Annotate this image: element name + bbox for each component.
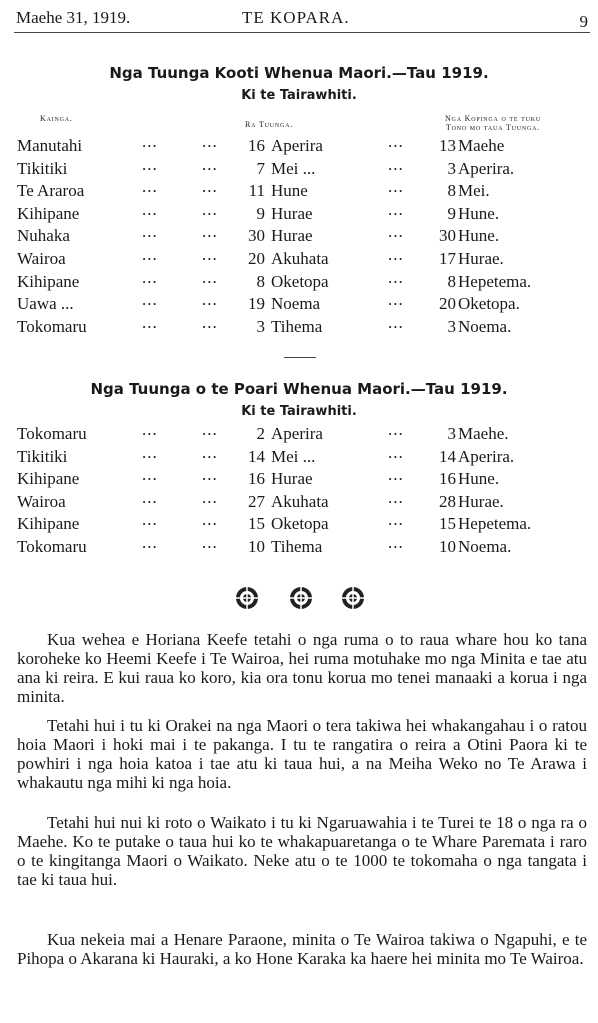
sitting-day: 27 (248, 491, 265, 511)
table-row (0, 420, 598, 446)
leader-dots: ... (388, 222, 404, 242)
closing-month: Hepetema. (458, 514, 532, 534)
closing-day: 20 (439, 294, 456, 314)
sitting-month: Oketopa (271, 514, 329, 534)
leader-dots: ... (202, 420, 218, 439)
sitting-month: Tihema (271, 537, 323, 556)
place-name: Kihipane (17, 514, 80, 534)
closing-day: 16 (439, 469, 456, 489)
closing-month: Maehe (458, 136, 505, 155)
leader-dots: ... (142, 222, 158, 242)
table-row (0, 510, 598, 536)
leader-dots: ... (202, 222, 218, 242)
sitting-day: 30 (248, 226, 265, 246)
sitting-day: 14 (248, 446, 265, 466)
closing-day: 30 (439, 226, 456, 246)
leader-dots: ... (388, 510, 404, 530)
closing-day: 9 (447, 203, 456, 223)
place-name: Tikitiki (17, 158, 68, 178)
sitting-day: 2 (256, 424, 265, 443)
sitting-month: Oketopa (271, 271, 329, 291)
table-row (0, 312, 598, 339)
closing-day: 28 (439, 491, 456, 511)
leader-dots: ... (142, 267, 158, 287)
table-row (0, 177, 598, 203)
sitting-day: 16 (248, 136, 265, 155)
closing-day: 14 (439, 446, 456, 466)
section1-subtitle: Ki te Tairawhiti. (241, 88, 357, 103)
closing-day: 15 (439, 514, 456, 534)
sitting-month: Hurae (271, 203, 313, 223)
leader-dots: ... (388, 465, 404, 485)
leader-dots: ... (388, 420, 404, 439)
page-header (14, 6, 590, 33)
place-name: Nuhaka (17, 226, 70, 246)
place-name: Tokomaru (17, 537, 87, 556)
place-name: Kihipane (17, 203, 80, 223)
leader-dots: ... (202, 177, 218, 197)
closing-month: Hune. (458, 226, 500, 246)
table-row (0, 442, 598, 469)
column-header-closing-line2: Tono mo taua Tuunga. (445, 123, 541, 132)
leader-dots: ... (388, 290, 404, 310)
closing-month: Hurae. (458, 249, 504, 268)
leader-dots: ... (142, 245, 158, 264)
closing-month: Hune. (458, 203, 500, 223)
closing-month: Hepetema. (458, 271, 532, 291)
table-row (0, 290, 598, 316)
leader-dots: ... (142, 420, 158, 439)
closing-month: Hune. (458, 469, 500, 489)
closing-month: Maehe. (458, 424, 509, 443)
closing-day: 13 (439, 136, 456, 155)
table-row (0, 465, 598, 491)
closing-day: 3 (447, 316, 456, 336)
sitting-day: 10 (248, 537, 265, 556)
news-paragraph: Kua nekeia mai a Henare Paraone, minita o Te Wairoa takiwa o Ngapuhi, e te Pihopa o Akarana ki Hauraki, a ko Hone Karaka ka haere hei minita mo Te Wairoa. (17, 930, 587, 968)
closing-month: Aperira. (458, 158, 515, 178)
leader-dots: ... (142, 199, 158, 219)
leader-dots: ... (142, 312, 158, 332)
flower-ornament-icon (234, 585, 260, 611)
place-name: Kihipane (17, 271, 80, 291)
leader-dots: ... (142, 442, 158, 462)
leader-dots: ... (202, 533, 218, 552)
ornament-row (232, 585, 372, 611)
leader-dots: ... (202, 290, 218, 310)
table-row (0, 132, 598, 158)
closing-day: 8 (447, 181, 456, 201)
sitting-month: Mei ... (271, 158, 316, 178)
page-number: 9 (579, 12, 588, 31)
table-row (0, 154, 598, 181)
leader-dots: ... (142, 132, 158, 151)
place-name: Wairoa (17, 491, 66, 511)
leader-dots: ... (388, 312, 404, 332)
sitting-month: Akuhata (271, 491, 329, 511)
sitting-day: 8 (256, 271, 265, 291)
sitting-day: 9 (256, 203, 265, 223)
sitting-month: Hune (271, 181, 308, 201)
place-name: Tokomaru (17, 316, 87, 336)
closing-month: Noema. (458, 537, 512, 556)
place-name: Tikitiki (17, 446, 68, 466)
closing-month: Aperira. (458, 446, 515, 466)
leader-dots: ... (202, 442, 218, 462)
leader-dots: ... (142, 510, 158, 530)
sitting-day: 7 (256, 158, 265, 178)
news-paragraph: Kua wehea e Horiana Keefe tetahi o nga ruma o to raua whare hou ko tana koroheke ko Heemi Keefe i Te Wairoa, hei ruma motuhake mo nga Minita e tae atu ana ki reira. E kui raua ko koro, kia ora tonu korua mo tenei manaaki a korua i nga minita. (17, 630, 587, 706)
leader-dots: ... (388, 245, 404, 264)
flower-ornament-icon (288, 585, 314, 611)
sitting-day: 3 (256, 316, 265, 336)
place-name: Wairoa (17, 249, 66, 268)
table-row (0, 245, 598, 271)
closing-day: 3 (447, 424, 456, 443)
leader-dots: ... (202, 510, 218, 530)
sitting-month: Hurae (271, 226, 313, 246)
sitting-day: 11 (248, 181, 265, 201)
leader-dots: ... (388, 487, 404, 507)
leader-dots: ... (202, 312, 218, 332)
leader-dots: ... (388, 533, 404, 552)
column-header-closing-line1: Nga Kopinga o te tuku (444, 114, 541, 123)
section1-title: Nga Tuunga Kooti Whenua Maori.—Tau 1919. (109, 64, 489, 82)
leader-dots: ... (142, 177, 158, 197)
closing-month: Oketopa. (458, 294, 520, 314)
table-row (0, 487, 598, 514)
news-paragraph: Tetahi hui i tu ki Orakei na nga Maori o tera takiwa hei whakangahau i o ratou hoia Maori i hoki mai i te pakanga. I tu te rangatira o reira a Otini Paora ki te powhiri i nga hoia katoa i tae atu ki taua hui, a na Meiha Weko no Te Arawa i whakautu nga mihi ki nga hoia. (17, 716, 587, 792)
leader-dots: ... (202, 267, 218, 287)
flower-ornament-icon (340, 585, 366, 611)
sitting-month: Tihema (271, 316, 323, 336)
leader-dots: ... (388, 132, 404, 151)
closing-month: Mei. (458, 181, 490, 201)
leader-dots: ... (388, 267, 404, 287)
sitting-month: Akuhata (271, 249, 329, 268)
section2-title: Nga Tuunga o te Poari Whenua Maori.—Tau 1919. (90, 380, 508, 398)
closing-month: Noema. (458, 316, 512, 336)
closing-day: 8 (447, 271, 456, 291)
column-header-date: Ra Tuunga. (245, 120, 294, 129)
column-header-closing (418, 114, 568, 132)
leader-dots: ... (142, 533, 158, 552)
closing-day: 3 (447, 158, 456, 178)
leader-dots: ... (388, 442, 404, 462)
section-divider (284, 357, 316, 358)
leader-dots: ... (202, 487, 218, 507)
sitting-month: Aperira (271, 424, 323, 443)
publication-title: TE KOPARA. (242, 8, 350, 27)
leader-dots: ... (388, 177, 404, 197)
table-row (0, 533, 598, 559)
sitting-month: Aperira (271, 136, 323, 155)
sitting-month: Mei ... (271, 446, 316, 466)
closing-day: 10 (439, 537, 456, 556)
leader-dots: ... (202, 132, 218, 151)
leader-dots: ... (142, 290, 158, 310)
leader-dots: ... (202, 199, 218, 219)
leader-dots: ... (388, 199, 404, 219)
place-name: Kihipane (17, 469, 80, 489)
issue-date: Maehe 31, 1919. (16, 8, 131, 27)
sitting-day: 15 (248, 514, 265, 534)
leader-dots: ... (202, 245, 218, 264)
sitting-day: 19 (248, 294, 265, 314)
table-row (0, 199, 598, 226)
sitting-day: 20 (248, 249, 265, 268)
leader-dots: ... (388, 154, 404, 174)
section2-subtitle: Ki te Tairawhiti. (241, 404, 357, 419)
closing-month: Hurae. (458, 491, 504, 511)
closing-day: 17 (439, 249, 456, 268)
place-name: Manutahi (17, 136, 83, 155)
sitting-month: Hurae (271, 469, 313, 489)
place-name: Te Araroa (17, 181, 85, 201)
leader-dots: ... (202, 154, 218, 174)
leader-dots: ... (142, 154, 158, 174)
table-row (0, 267, 598, 294)
column-header-place: Kainga. (40, 114, 73, 123)
place-name: Tokomaru (17, 424, 87, 443)
table-row (0, 222, 598, 248)
leader-dots: ... (142, 487, 158, 507)
place-name: Uawa ... (17, 294, 74, 314)
sitting-day: 16 (248, 469, 265, 489)
sitting-month: Noema (271, 294, 321, 314)
leader-dots: ... (142, 465, 158, 485)
leader-dots: ... (202, 465, 218, 485)
news-paragraph: Tetahi hui nui ki roto o Waikato i tu ki Ngaruawahia i te Turei te 18 o nga ra o Maehe. Ko te putake o taua hui ko te whakapuaretanga o te Whare Paremata i raro o te kingitanga Maori o Waikato. Neke atu o te 1000 te tokomaha o nga tangata i tae ki taua hui. (17, 813, 587, 889)
